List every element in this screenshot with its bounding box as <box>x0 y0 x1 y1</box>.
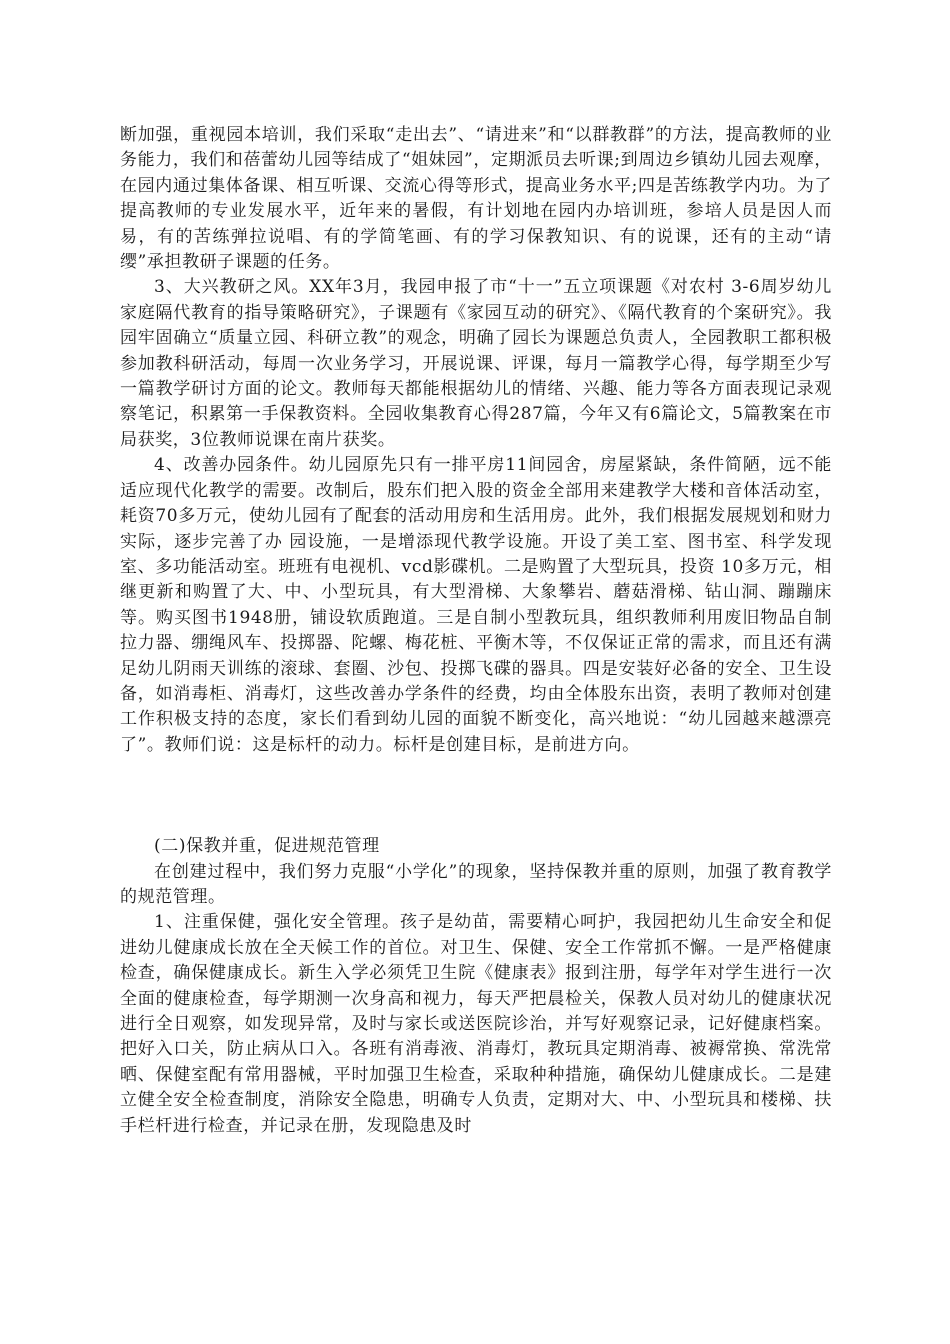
paragraph-facilities: 4、改善办园条件。幼儿园原先只有一排平房11间园舍，房屋紧缺，条件简陋，远不能适应现代化教学的需要。改制后，股东们把入股的资金全部用来建教学大楼和音体活动室，耗资70多万元，使幼儿园有了配套的活动用房和生活用房。此外，我们根据发展规划和财力实际，逐步完善了办 园设施，一是增添现代教学设施。开设了美工室、图书室、科学发现室、多功能活动室。班班有电视机、vcd影碟机。二是购置了大型玩具，投资 10多万元，相继更新和购置了大、中、小型玩具，有大型滑梯、大象攀岩、蘑菇滑梯、钻山洞、蹦蹦床等。购买图书1948册，铺设软质跑道。三是自制小型教玩具，组织教师利用废旧物品自制拉力器、绷绳风车、投掷器、陀螺、梅花桩、平衡木等，不仅保证正常的需求，而且还有满足幼儿阴雨天训练的滚球、套圈、沙包、投掷飞碟的器具。四是安装好必备的安全、卫生设备，如消毒柜、消毒灯，这些改善办学条件的经费，均由全体股东出资，表明了教师对创建工作积极支持的态度，家长们看到幼儿园的面貌不断变化，高兴地说：“幼儿园越来越漂亮了”。教师们说：这是标杆的动力。标杆是创建目标，是前进方向。 <box>120 455 832 755</box>
paragraph-training-continued: 断加强，重视园本培训，我们采取“走出去”、“请进来”和“以群教群”的方法，提高教师的业务能力，我们和蓓蕾幼儿园等结成了“姐妹园”，定期派员去听课;到周边乡镇幼儿园去观摩，在园内通过集体备课、相互听课、交流心得等形式，提高业务水平;四是苦练教学内功。为了提高教师的专业发展水平，近年来的暑假，有计划地在园内办培训班，参培人员是因人而易，有的苦练弹拉说唱、有的学简笔画、有的学习保教知识、有的说课，还有的主动“请缨”承担教研子课题的任务。 <box>120 125 832 273</box>
paragraph-teaching-research: 3、大兴教研之风。XX年3月，我园申报了市“十一”五立项课题《对农村 3-6周岁幼儿家庭隔代教育的指导策略研究》，子课题有《家园互动的研究》、《隔代教育的个案研究》。我园牢固确立“质量立园、科研立教”的观念，明确了园长为课题总负责人，全园教职工都积极参加教科研活动，每周一次业务学习，开展说课、评课，每月一篇教学心得，每学期至少写一篇教学研讨方面的论文。教师每天都能根据幼儿的情绪、兴趣、能力等各方面表现记录观察笔记，积累第一手保教资料。全园收集教育心得287篇，今年又有6篇论文，5篇教案在市局获奖，3位教师说课在南片获奖。 <box>120 277 832 450</box>
section-heading: (二)保教并重，促进规范管理 <box>154 836 380 857</box>
section-spacer <box>120 758 832 834</box>
paragraph-health-safety: 1、注重保健，强化安全管理。孩子是幼苗，需要精心呵护，我园把幼儿生命安全和促进幼儿健康成长放在全天候工作的首位。对卫生、保健、安全工作常抓不懈。一是严格健康检查，确保健康成长。新生入学必须凭卫生院《健康表》报到注册，每学年对学生进行一次全面的健康检查，每学期测一次身高和视力，每天严把晨检关，保教人员对幼儿的健康状况进行全日观察，如发现异常，及时与家长或送医院诊治，并写好观察记录，记好健康档案。把好入口关，防止病从口入。各班有消毒液、消毒灯，教玩具定期消毒、被褥常换、常洗常晒、保健室配有常用器械，平时加强卫生检查，采取种种措施，确保幼儿健康成长。二是建立健全安全检查制度，消除安全隐患，明确专人负责，定期对大、中、小型玩具和楼梯、扶手栏杆进行检查，并记录在册，发现隐患及时 <box>120 912 832 1136</box>
paragraph-section-intro: 在创建过程中，我们努力克服“小学化”的现象，坚持保教并重的原则，加强了教育教学的规范管理。 <box>120 861 832 907</box>
document-body <box>120 123 832 1139</box>
